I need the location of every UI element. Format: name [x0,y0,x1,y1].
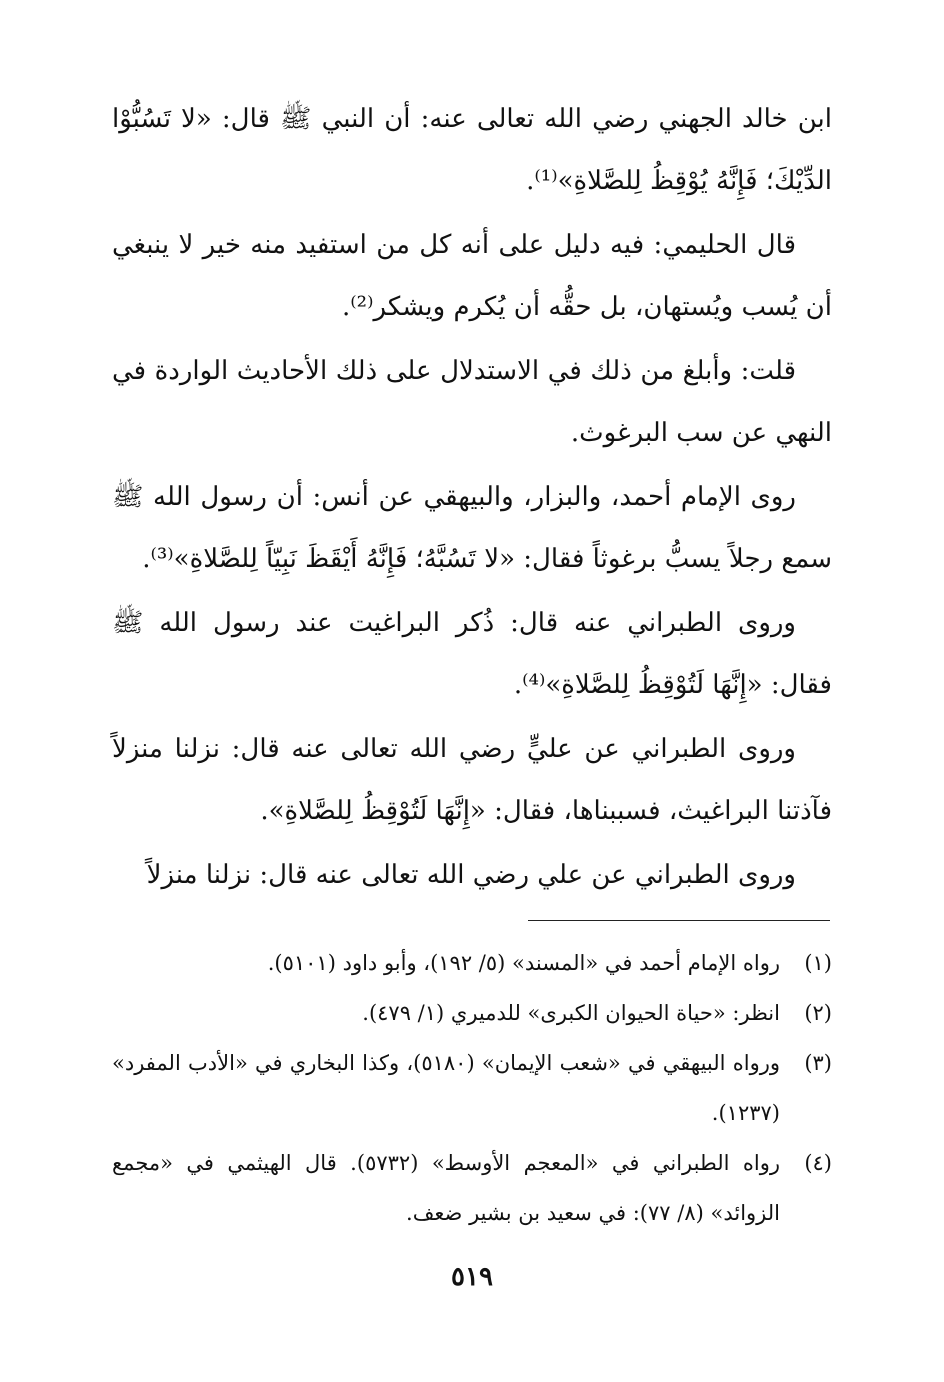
footnote-2 [112,988,832,1038]
footnote-number: (١) [804,951,832,975]
paragraph-7: وروى الطبراني عن علي رضي الله تعالى عنه قال: نزلنا منزلاً [146,860,796,890]
footnote-number: (٣) [804,1051,832,1075]
page-number: ٥١٩ [451,1262,493,1292]
footnote-number: (٤) [804,1151,832,1175]
paragraph-5: وروى الطبراني عنه قال: ذُكر البراغيت عند رسول الله ﷺ فقال: «إِنَّهَا لَتُوْقِظُ لِلصَّلاةِ»⁽⁴⁾. [112,608,832,700]
paragraph-4: روى الإمام أحمد، والبزار، والبيهقي عن أنس: أن رسول الله ﷺ سمع رجلاً يسبُّ برغوثاً فقال: «لا تَسُبَّهُ؛ فَإِنَّهُ أَيْقَظَ نَبِيّاً لِلصَّلاةِ»⁽³⁾. [112,482,832,574]
footnote-text: انظر: «حياة الحيوان الكبرى» للدميري (١/ ٤٧٩). [362,1001,780,1025]
footnote-4 [112,1138,832,1238]
main-text [112,88,832,906]
paragraph-2: قال الحليمي: فيه دليل على أنه كل من استفيد منه خير لا ينبغي أن يُسب ويُستهان، بل حقُّه أن يُكرم ويشكر⁽²⁾. [112,230,832,322]
paragraph-1: ابن خالد الجهني رضي الله تعالى عنه: أن النبي ﷺ قال: «لا تَسُبُّوْا الدِّيْكَ؛ فَإِنَّهُ يُوْقِظُ لِلصَّلاةِ»⁽¹⁾. [112,104,832,196]
footnote-number: (٢) [804,1001,832,1025]
footnote-divider [528,920,830,921]
footnote-1 [112,938,832,988]
footnotes [112,938,832,1238]
footnote-text: رواه الطبراني في «المعجم الأوسط» (٥٧٣٢). قال الهيثمي في «مجمع الزوائد» (٨/ ٧٧): في سعيد بن بشير ضعف. [112,1151,780,1225]
paragraph-6: وروى الطبراني عن عليٍّ رضي الله تعالى عنه قال: نزلنا منزلاً فآذتنا البراغيث، فسببناها، فقال: «إِنَّهَا لَتُوْقِظُ لِلصَّلاةِ». [112,734,832,826]
footnote-text: ورواه البيهقي في «شعب الإيمان» (٥١٨٠)، وكذا البخاري في «الأدب المفرد» (١٢٣٧). [112,1051,780,1125]
footnote-text: رواه الإمام أحمد في «المسند» (٥/ ١٩٢)، وأبو داود (٥١٠١). [267,951,780,975]
footnote-3 [112,1038,832,1138]
paragraph-3: قلت: وأبلغ من ذلك في الاستدلال على ذلك الأحاديث الواردة في النهي عن سب البرغوث. [112,356,832,448]
